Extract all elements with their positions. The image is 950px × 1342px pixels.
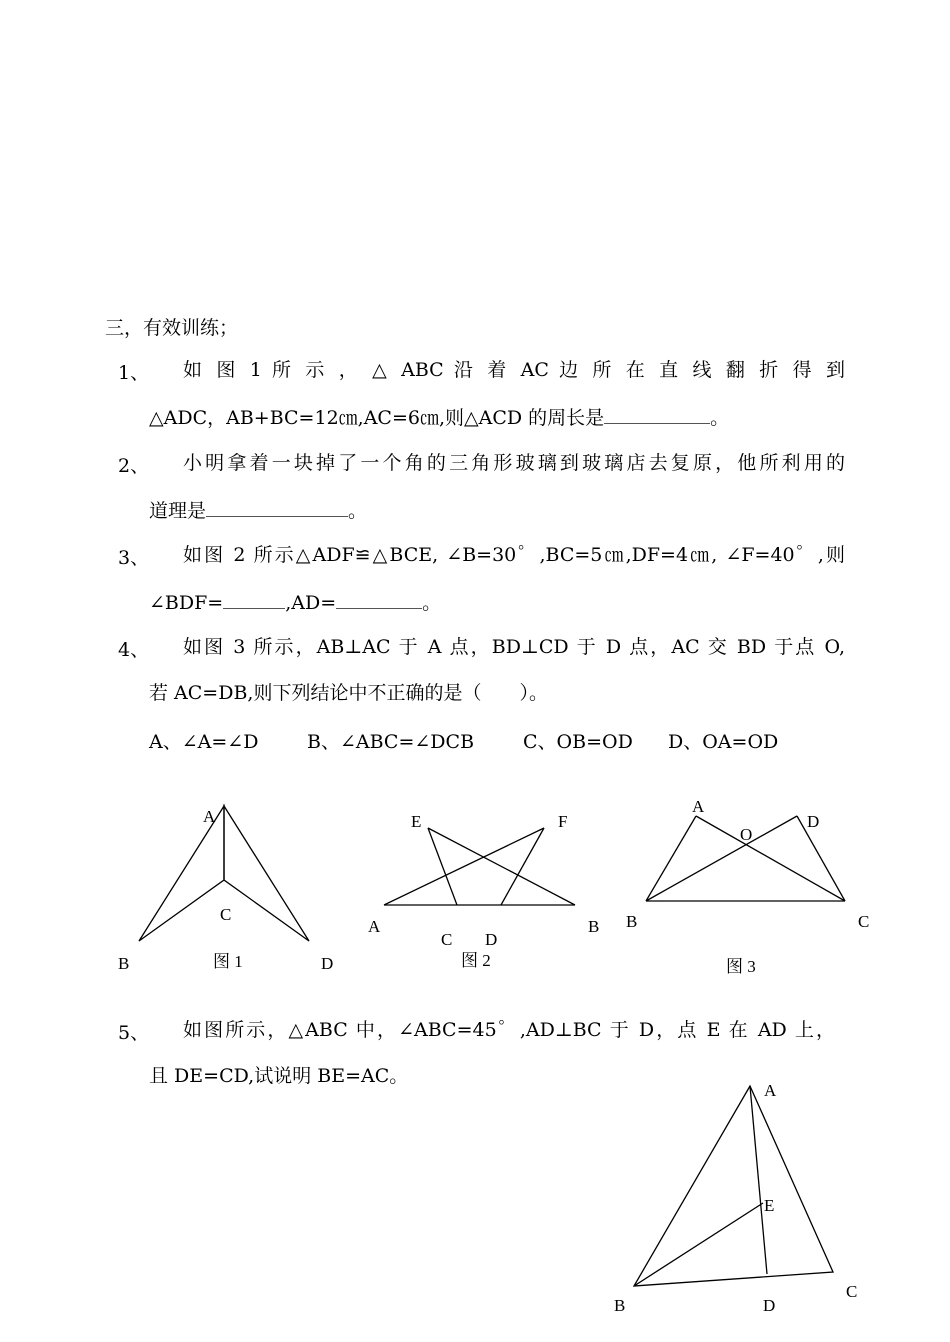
fig3-label-b: B [626, 912, 638, 931]
fig1-label-d: D [321, 954, 334, 973]
fig2-segment-ec [428, 828, 457, 905]
fig3-label-a: A [692, 797, 705, 816]
q4-option-b: B、∠ABC=∠DCB [307, 731, 475, 753]
fig1-label-c: C [220, 905, 232, 924]
q2-line2-text: 道理是 [149, 500, 207, 522]
fig2-label-f: F [558, 812, 568, 831]
fig1-triangle-adc [224, 806, 309, 941]
figure-3 [626, 797, 869, 976]
fig2-label-a: A [368, 917, 381, 936]
q5-line2: 且 DE=CD,试说明 BE=AC。 [149, 1065, 409, 1087]
figure-2 [368, 812, 599, 970]
fig5-triangle-abc [634, 1086, 833, 1286]
q4-option-d: D、OA=OD [668, 731, 779, 753]
fig1-label-b: B [118, 954, 130, 973]
figure-5 [614, 1081, 857, 1315]
fig5-label-d: D [763, 1296, 776, 1315]
fig2-label-e: E [411, 812, 422, 831]
section-title: 三，有效训练； [105, 317, 239, 339]
q1-line2-text: △ADC，AB+BC=12㎝,AC=6㎝,则△ACD 的周长是 [149, 407, 605, 429]
fig2-label-b: B [588, 917, 600, 936]
fig2-label-d: D [485, 930, 498, 949]
fig3-caption: 图 3 [726, 957, 756, 976]
q2-line2-end: 。 [348, 500, 368, 522]
fig2-segment-eb [428, 828, 575, 905]
q3-number: 3、 [118, 547, 150, 569]
q5-line1: 如图所示，△ABC 中，∠ABC=45゜,AD⊥BC 于 D，点 E 在 AD 上， [183, 1019, 835, 1041]
fig1-triangle-abc [139, 806, 224, 941]
q4-line2: 若 AC=DB,则下列结论中不正确的是（ ）。 [149, 682, 548, 704]
fig3-segment-ba [646, 816, 696, 901]
fig3-label-d: D [807, 812, 820, 831]
q1-number: 1、 [118, 362, 150, 384]
q3-line1: 如图 2 所示△ADF≌△BCE, ∠B=30゜,BC=5㎝,DF=4㎝, ∠F=40゜,则 [183, 544, 845, 566]
q2-line1: 小明拿着一块掉了一个角的三角形玻璃到玻璃店去复原，他所利用的 [183, 452, 845, 474]
q4-option-c: C、OB=OD [523, 731, 633, 753]
q4-option-a: A、∠A=∠D [149, 731, 259, 753]
q1-line2-end: 。 [710, 407, 730, 429]
figure-1 [118, 806, 333, 973]
fig1-label-a: A [203, 807, 216, 826]
fig5-segment-be [634, 1203, 763, 1286]
fig2-segment-fd [501, 828, 544, 905]
fig3-segment-ac [696, 816, 845, 901]
q3-line2-c: 。 [422, 592, 442, 614]
fig5-segment-ad [750, 1086, 767, 1274]
fig3-label-c: C [858, 912, 870, 931]
fig2-caption: 图 2 [461, 951, 491, 970]
q3-line2-b: ,AD= [285, 592, 337, 614]
q3-line2-a: ∠BDF= [149, 592, 224, 614]
fig3-segment-bd [646, 816, 797, 901]
fig3-segment-dc [797, 816, 845, 901]
fig2-label-c: C [441, 930, 453, 949]
fig2-segment-af [384, 828, 544, 905]
fig5-label-b: B [614, 1296, 626, 1315]
fig3-label-o: O [740, 825, 753, 844]
fig5-label-e: E [764, 1196, 775, 1215]
fig5-label-a: A [764, 1081, 777, 1100]
fig5-label-c: C [846, 1282, 858, 1301]
q2-number: 2、 [118, 455, 150, 477]
q4-number: 4、 [118, 639, 150, 661]
fig1-caption: 图 1 [213, 952, 243, 971]
q5-number: 5、 [118, 1022, 150, 1044]
q4-line1: 如图 3 所示，AB⊥AC 于 A 点，BD⊥CD 于 D 点，AC 交 BD 于点 O, [183, 636, 845, 658]
q1-line1: 如 图 1 所 示 ， △ ABC 沿 着 AC 边 所 在 直 线 翻 折 得 到 [183, 359, 845, 381]
